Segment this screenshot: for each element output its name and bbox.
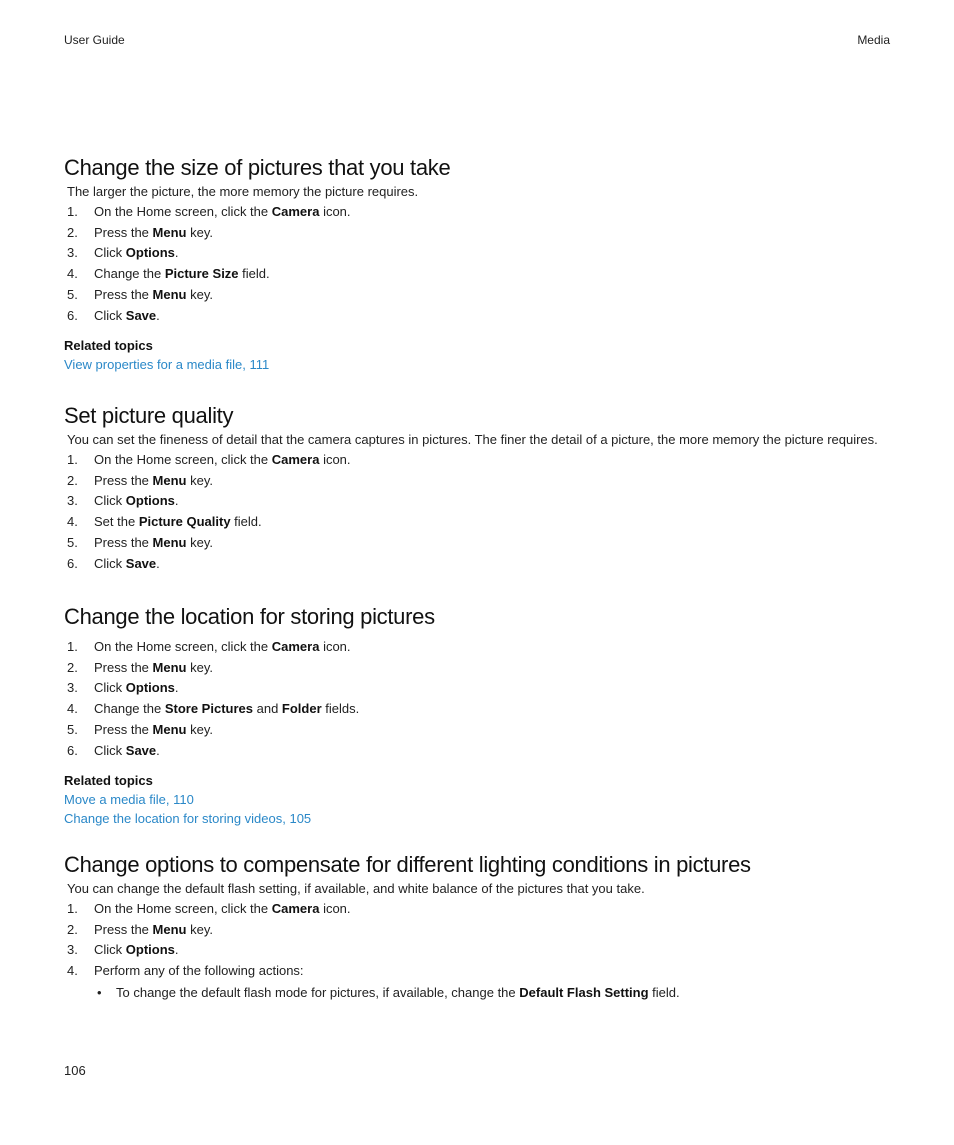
section-heading: Change the location for storing pictures xyxy=(64,604,435,629)
step-item: 4. Set the Picture Quality field. xyxy=(67,514,262,530)
step-item: 2. Press the Menu key. xyxy=(67,921,213,937)
section-intro: You can change the default flash setting, if available, and white balance of the pictures that you take. xyxy=(67,881,645,896)
step-item: 3. Click Options. xyxy=(67,245,179,261)
related-link-view-properties[interactable]: View properties for a media file, 111 xyxy=(64,357,270,373)
step-item: 3. Click Options. xyxy=(67,680,179,696)
page-number: 106 xyxy=(64,1063,86,1078)
step-item: 5. Press the Menu key. xyxy=(67,286,213,302)
running-header-left: User Guide xyxy=(64,33,125,47)
running-header-right: Media xyxy=(857,33,890,47)
bullet-item: • To change the default flash mode for pictures, if available, change the Default Flash Setting field. xyxy=(97,984,680,1000)
step-list xyxy=(64,899,894,982)
step-item: 6. Click Save. xyxy=(67,742,160,758)
step-item: 2. Press the Menu key. xyxy=(67,659,213,675)
step-item: 3. Click Options. xyxy=(67,942,179,958)
sub-bullet-list xyxy=(64,982,894,1003)
step-item: 4. Perform any of the following actions: xyxy=(67,963,304,979)
step-list xyxy=(64,202,894,326)
section-intro: You can set the fineness of detail that the camera captures in pictures. The finer the detail of a picture, the more memory the picture requires. xyxy=(67,432,878,447)
section-picture-quality xyxy=(64,402,894,574)
step-item: 3. Click Options. xyxy=(67,493,179,509)
step-item: 4. Change the Picture Size field. xyxy=(67,266,270,282)
step-item: 1. On the Home screen, click the Camera icon. xyxy=(67,452,351,467)
step-item: 5. Press the Menu key. xyxy=(67,721,213,737)
step-list xyxy=(64,637,894,761)
step-item: 1. On the Home screen, click the Camera icon. xyxy=(67,639,351,654)
step-list xyxy=(64,450,894,574)
related-link-move-media-file[interactable]: Move a media file, 110 xyxy=(64,792,194,808)
step-item: 2. Press the Menu key. xyxy=(67,224,213,240)
section-storage-location xyxy=(64,603,894,828)
step-item: 2. Press the Menu key. xyxy=(67,472,213,488)
step-item: 6. Click Save. xyxy=(67,307,160,323)
related-topics-title: Related topics xyxy=(64,773,153,789)
step-item: 1. On the Home screen, click the Camera icon. xyxy=(67,204,351,219)
related-topics xyxy=(64,336,894,374)
step-item: 1. On the Home screen, click the Camera icon. xyxy=(67,901,351,916)
step-item: 6. Click Save. xyxy=(67,555,160,571)
section-heading: Change options to compensate for different lighting conditions in pictures xyxy=(64,852,751,877)
section-intro: The larger the picture, the more memory the picture requires. xyxy=(67,184,419,199)
related-topics-title: Related topics xyxy=(64,338,153,354)
step-item: 5. Press the Menu key. xyxy=(67,534,213,550)
section-heading: Set picture quality xyxy=(64,403,234,428)
section-picture-size xyxy=(64,154,894,374)
step-item: 4. Change the Store Pictures and Folder fields. xyxy=(67,701,360,717)
section-heading: Change the size of pictures that you take xyxy=(64,155,451,180)
related-link-video-storage[interactable]: Change the location for storing videos, 105 xyxy=(64,811,312,827)
related-topics xyxy=(64,771,894,828)
section-lighting-conditions xyxy=(64,851,894,1003)
